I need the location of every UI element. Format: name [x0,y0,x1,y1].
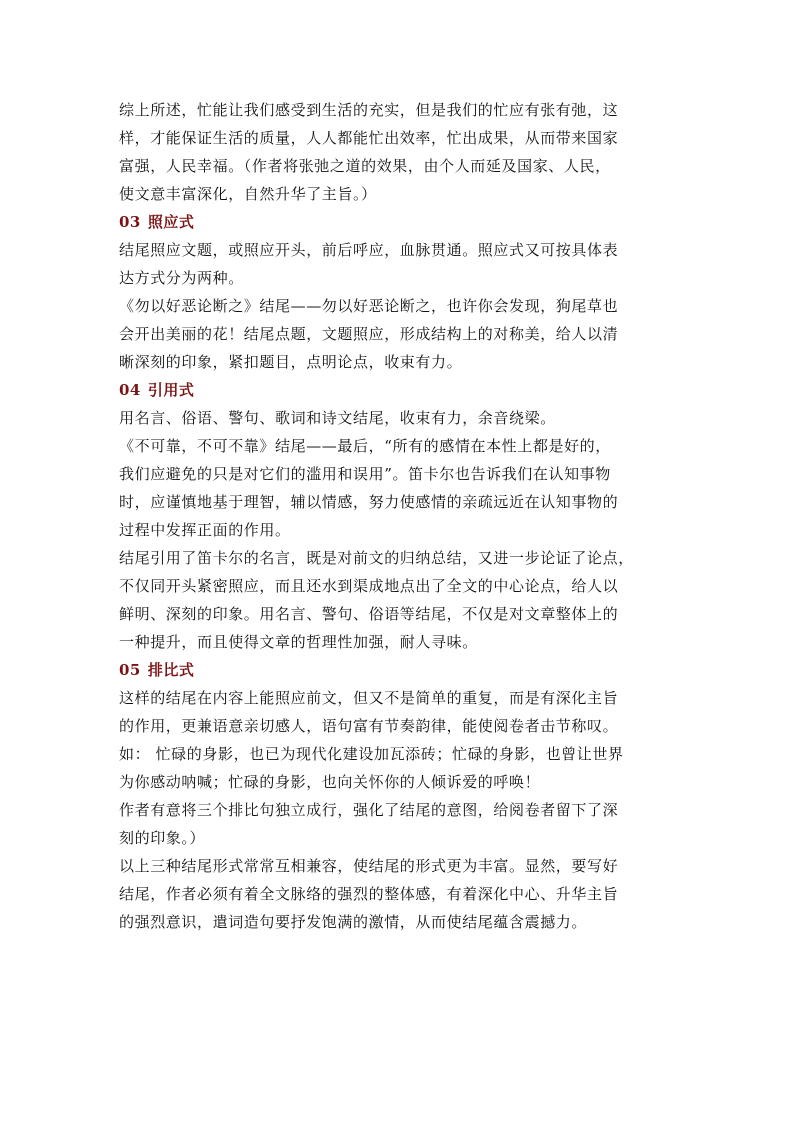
section-heading-03 [119,208,685,236]
section-heading-05 [119,656,685,684]
paragraph [119,404,685,432]
document-body [119,96,685,936]
paragraph [119,236,685,292]
paragraph [119,852,685,936]
text-line: 作者有意将三个排比句独立成行，强化了结尾的意图，给阅卷者留下了深 [119,801,619,819]
text-line: 《不可靠，不可不靠》结尾——最后，“所有的感情在本性上都是好的， [119,437,611,455]
section-number: 03 [119,213,141,231]
text-line: 一种提升，而且使得文章的哲理性加强，耐人寻味。 [119,633,478,651]
text-line: 的强烈意识，遣词造句要抒发饱满的激情，从而使结尾蕴含震撼力。 [119,913,588,931]
text-line: 综上所述，忙能让我们感受到生活的充实，但是我们的忙应有张有弛，这 [119,101,619,119]
text-line: 的作用，更兼语意亲切感人，语句富有节奏韵律，能使阅卷者击节称叹。 [119,717,619,735]
text-line: 结尾照应文题，或照应开头，前后呼应，血脉贯通。照应式又可按具体表 [119,241,619,259]
section-title: 排比式 [147,661,195,679]
text-line: 如： 忙碌的身影，也已为现代化建设加瓦添砖；忙碌的身影，也曾让世界 [119,745,624,763]
section-heading-04 [119,376,685,404]
section-title: 引用式 [147,381,195,399]
text-line: 晰深刻的印象，紧扣题目，点明论点，收束有力。 [119,353,463,371]
text-line: 富强，人民幸福。（作者将张弛之道的效果，由个人而延及国家、人民， [119,157,611,175]
section-title: 照应式 [147,213,195,231]
text-line: 刻的印象。） [119,829,206,847]
text-line: 鲜明、深刻的印象。用名言、警句、俗语等结尾，不仅是对文章整体上的 [119,605,619,623]
text-line: 时，应谨慎地基于理智，辅以情感，努力使感情的亲疏远近在认知事物的 [119,493,619,511]
text-line: 会开出美丽的花！结尾点题，文题照应，形成结构上的对称美，给人以清 [119,325,619,343]
text-line: 样，才能保证生活的质量，人人都能忙出效率，忙出成果，从而带来国家 [119,129,619,147]
section-number: 05 [119,661,141,679]
section-number: 04 [119,381,141,399]
text-line: 以上三种结尾形式常常互相兼容，使结尾的形式更为丰富。显然，要写好 [119,857,619,875]
paragraph [119,544,685,656]
paragraph [119,432,685,544]
paragraph [119,796,685,852]
text-line: 我们应避免的只是对它们的滥用和误用”。笛卡尔也告诉我们在认知事物 [119,465,611,483]
text-line: 不仅同开头紧密照应，而且还水到渠成地点出了全文的中心论点，给人以 [119,577,619,595]
text-line: 达方式分为两种。 [119,269,244,287]
paragraph [119,684,685,796]
text-line: 使文意丰富深化，自然升华了主旨。） [119,185,377,203]
text-line: 用名言、俗语、警句、歌词和诗文结尾，收束有力，余音绕梁。 [119,409,556,427]
text-line: 为你感动呐喊；忙碌的身影，也向关怀你的人倾诉爱的呼唤！ [119,773,541,791]
text-line: 结尾，作者必须有着全文脉络的强烈的整体感，有着深化中心、升华主旨 [119,885,619,903]
paragraph [119,96,685,208]
text-line: 结尾引用了笛卡尔的名言，既是对前文的归纳总结，又进一步论证了论点， [119,549,634,567]
paragraph [119,292,685,376]
text-line: 过程中发挥正面的作用。 [119,521,291,539]
text-line: 这样的结尾在内容上能照应前文，但又不是简单的重复，而是有深化主旨 [119,689,619,707]
text-line: 《勿以好恶论断之》结尾——勿以好恶论断之，也许你会发现，狗尾草也 [119,297,619,315]
